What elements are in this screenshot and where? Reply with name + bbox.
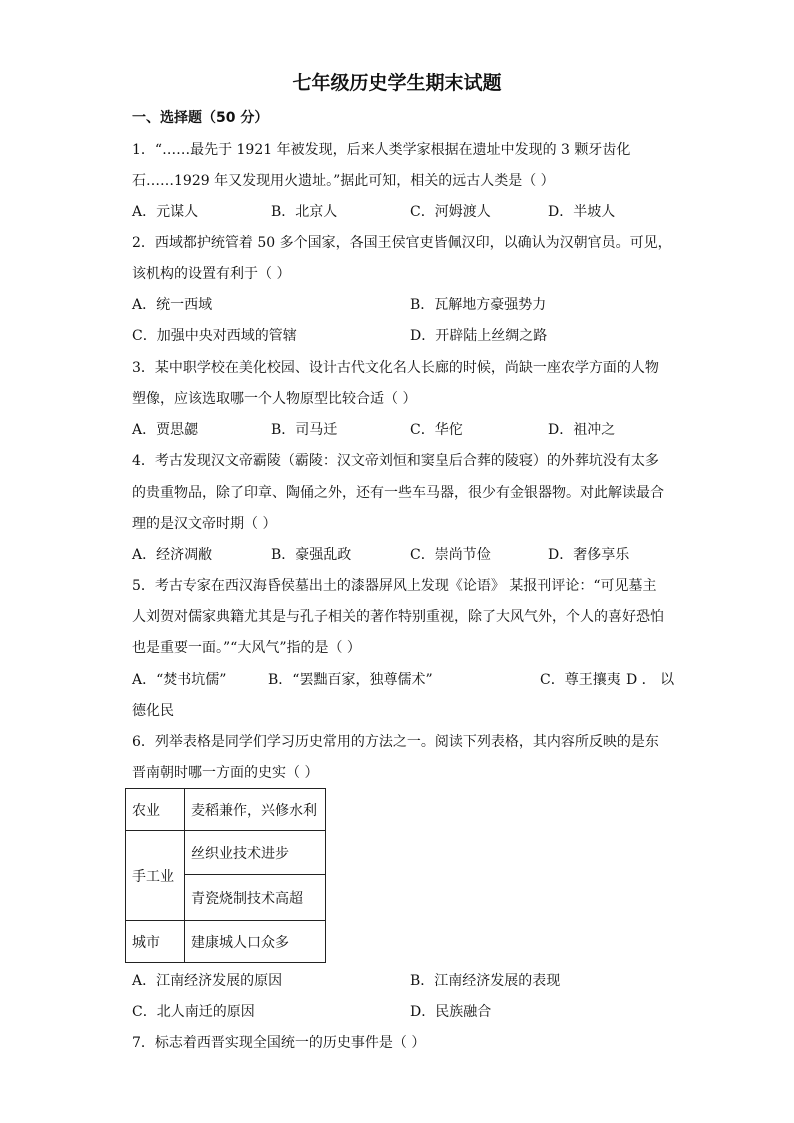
page-title: 七年级历史学生期末试题 — [292, 72, 502, 94]
q1-option-a: A．元谋人 — [132, 204, 199, 220]
q1-option-b: B．北京人 — [271, 204, 338, 220]
q5-option-c: C．尊王攘夷 — [540, 672, 621, 688]
table-cell: 手工业 — [126, 831, 185, 921]
table-cell: 丝织业技术进步 — [185, 831, 326, 875]
q5-line1: 5．考古专家在西汉海昏侯墓出土的漆器屏风上发现《论语》 某报刊评论：“可见墓主 — [132, 578, 657, 594]
table-row — [126, 921, 326, 963]
q1-option-d: D．半坡人 — [548, 204, 616, 220]
table-cell: 麦稻兼作，兴修水利 — [185, 789, 326, 831]
table-cell: 农业 — [126, 789, 185, 831]
table-cell: 城市 — [126, 921, 185, 963]
q3-option-c: C．华佗 — [410, 422, 463, 438]
q2-option-b: B．瓦解地方豪强势力 — [410, 297, 547, 313]
q6-option-a: A．江南经济发展的原因 — [132, 973, 283, 989]
q5-line3: 也是重要一面。”“大风气”指的是（ ） — [132, 640, 361, 656]
q3-option-b: B．司马迁 — [271, 422, 338, 438]
q6-option-d: D．民族融合 — [410, 1004, 492, 1020]
q5-option-b: B．“罢黜百家，独尊儒术” — [268, 672, 433, 688]
q6-line1: 6．列举表格是同学们学习历史常用的方法之一。阅读下列表格，其内容所反映的是东 — [132, 734, 659, 750]
section-heading: 一、选择题（50 分） — [132, 110, 269, 126]
table-row — [126, 789, 326, 831]
q4-option-a: A．经济凋敝 — [132, 547, 213, 563]
q1-option-c: C．河姆渡人 — [410, 204, 491, 220]
q1-line2: 石……1929 年又发现用火遗址。”据此可知，相关的远古人类是（ ） — [132, 173, 555, 189]
q3-option-d: D．祖冲之 — [548, 422, 616, 438]
q5-option-d-cont: 德化民 — [132, 703, 174, 719]
table-row — [126, 831, 326, 875]
q6-line2: 晋南朝时哪一方面的史实（ ） — [132, 765, 319, 781]
q1-line1: 1．“……最先于 1921 年被发现，后来人类学家根据在遗址中发现的 3 颗牙齿化 — [132, 142, 631, 158]
q6-table — [125, 788, 326, 963]
q4-option-d: D．奢侈享乐 — [548, 547, 630, 563]
q6-option-c: C．北人南迁的原因 — [132, 1004, 255, 1020]
q4-option-c: C．崇尚节俭 — [410, 547, 491, 563]
q3-line2: 塑像，应该选取哪一个人物原型比较合适（ ） — [132, 391, 417, 407]
q3-option-a: A．贾思勰 — [132, 422, 199, 438]
q2-option-c: C．加强中央对西域的管辖 — [132, 328, 297, 344]
q4-option-b: B．豪强乱政 — [271, 547, 352, 563]
q4-line2: 的贵重物品，除了印章、陶俑之外，还有一些车马器，很少有金银器物。对此解读最合 — [132, 485, 664, 501]
table-cell: 建康城人口众多 — [185, 921, 326, 963]
q5-option-d: D ． 以 — [626, 672, 675, 688]
table-cell: 青瓷烧制技术高超 — [185, 875, 326, 921]
q4-line1: 4．考古发现汉文帝霸陵（霸陵：汉文帝刘恒和窦皇后合葬的陵寝）的外葬坑没有太多 — [132, 453, 659, 469]
q6-option-b: B．江南经济发展的表现 — [410, 973, 561, 989]
q3-line1: 3．某中职学校在美化校园、设计古代文化名人长廊的时候，尚缺一座农学方面的人物 — [132, 360, 659, 376]
q2-line2: 该机构的设置有利于（ ） — [132, 266, 291, 282]
q5-line2: 人刘贺对儒家典籍尤其是与孔子相关的著作特别重视，除了大风气外，个人的喜好恐怕 — [132, 609, 664, 625]
q2-option-a: A．统一西域 — [132, 297, 213, 313]
q7-line1: 7．标志着西晋实现全国统一的历史事件是（ ） — [132, 1035, 426, 1051]
q5-option-a: A．“焚书坑儒” — [132, 672, 227, 688]
q2-line1: 2．西域都护统管着 50 多个国家，各国王侯官吏皆佩汉印，以确认为汉朝官员。可见， — [132, 235, 672, 251]
q4-line3: 理的是汉文帝时期（ ） — [132, 516, 277, 532]
q2-option-d: D．开辟陆上丝绸之路 — [410, 328, 548, 344]
